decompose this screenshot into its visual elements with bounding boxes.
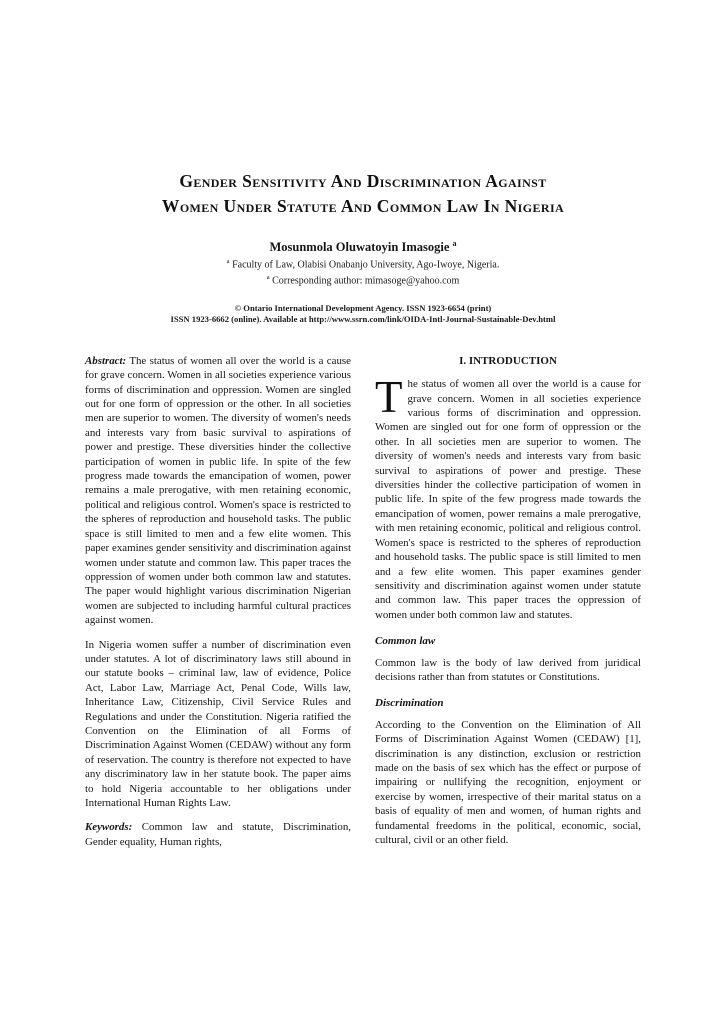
abstract-paragraph	[85, 354, 351, 628]
affiliation-marker-1: a	[226, 258, 230, 266]
abstract-text: The status of women all over the world is a cause for grave concern. Women in all societies experience various forms of discrimination and oppression. Women are singled out for one form of oppression or the other. In all societies men are superior to women. The diversity of women's needs and interests vary from basic survival to aspirations of power and prestige. These diversities hinder the collective participation of women in public life. In spite of the few progress made towards the emancipation of women, power remains a male prerogative, with men retaining economic, political and religious control. Women's space is restricted to the spheres of reproduction and household tasks. The public space is still limited to men and a few elite women. This paper examines gender sensitivity and discrimination against women under statute and common law. This paper traces the oppression of women under both common law and statutes. The paper would highlight various discrimination Nigerian women are subjected to including harmful cultural practices against women.	[85, 354, 351, 627]
common-law-paragraph: Common law is the body of law derived from juridical decisions rather than from statutes or Constitutions.	[375, 656, 641, 683]
abstract-label: Abstract:	[85, 354, 127, 367]
paper-title-line-2: Women Under Statute And Common Law In Nigeria	[161, 196, 565, 216]
author-affiliation-marker: a	[452, 239, 457, 248]
keywords-paragraph	[85, 820, 351, 849]
affiliation-line-2	[85, 271, 641, 287]
subheading-common-law: Common law	[375, 635, 436, 648]
affiliation-text-1: Faculty of Law, Olabisi Onabanjo University, Ago-Iwoye, Nigeria.	[232, 259, 500, 271]
affiliation-line-1	[85, 255, 641, 271]
introduction-text: he status of women all over the world is a cause for grave concern. Women in all societies experience various forms of discrimination and oppression. Women are singled out for one form of oppression or the other. In all societies men are superior to women. The diversity of women's needs and interests vary from basic survival to aspirations of power and prestige. These diversities hinder the collective participation of women in public life. In spite of the few progress made towards the emancipation of women, power remains a male prerogative, with men retaining economic, political and religious control. Women's space is restricted to the spheres of reproduction and household tasks. The public space is still limited to men and a few elite women. This paper examines gender sensitivity and discrimination against women under statute and common law. This paper traces the oppression of women under both common law and statutes.	[375, 378, 641, 621]
paper-title-line-1: Gender Sensitivity And Discrimination Against	[179, 171, 547, 191]
publisher-block	[85, 303, 641, 326]
drop-cap: T	[375, 372, 403, 423]
section-heading-introduction: I. INTRODUCTION	[459, 354, 557, 367]
left-column	[85, 354, 351, 859]
abstract-paragraph-2: In Nigeria women suffer a number of discrimination even under statutes. A lot of discriminatory laws still abound in our statute books – criminal law, law of evidence, Police Act, Labor Law, Marriage Act, Penal Code, Wills law, Inheritance Law, Citizenship, Civil Service Rules and Regulations and under the Constitution. Nigeria ratified the Convention on the Elimination of all Forms of Discrimination Against Women (CEDAW) without any form of reservation. The country is therefore not expected to have any discriminatory law in her statute book. The paper aims to hold Nigeria accountable to her obligations under International Human Rights Law.	[85, 638, 351, 809]
discrimination-paragraph: According to the Convention on the Elimination of All Forms of Discrimination Against Women (CEDAW) [1], discrimination is any distinction, exclusion or restriction made on the basis of sex which has the effect or purpose of impairing or nullifying the recognition, enjoyment or exercise by women, irrespective of their marital status on a basis of equality of men and women, of human rights and fundamental freedoms in the political, economic, social, cultural, civil or an other field.	[375, 718, 641, 846]
subheading-discrimination: Discrimination	[375, 697, 444, 710]
publisher-line-1: © Ontario International Development Agency. ISSN 1923-6654 (print)	[234, 302, 492, 313]
publisher-line-2: ISSN 1923-6662 (online). Available at http://www.ssrn.com/link/OIDA-Intl-Journal-Sustainable-Dev.html	[170, 314, 556, 325]
keywords-text: Common law and statute, Discrimination, Gender equality, Human rights,	[85, 821, 351, 848]
affiliation-marker-2: a	[266, 274, 270, 282]
paper-title	[85, 169, 641, 219]
author-name: Mosunmola Oluwatoyin Imasogie	[269, 240, 450, 255]
author-block	[85, 239, 641, 255]
right-column	[375, 354, 641, 859]
content-columns	[85, 354, 641, 859]
introduction-paragraph	[375, 372, 641, 622]
affiliation-text-2: Corresponding author: mimasoge@yahoo.com	[272, 275, 460, 287]
keywords-label: Keywords:	[85, 821, 133, 834]
